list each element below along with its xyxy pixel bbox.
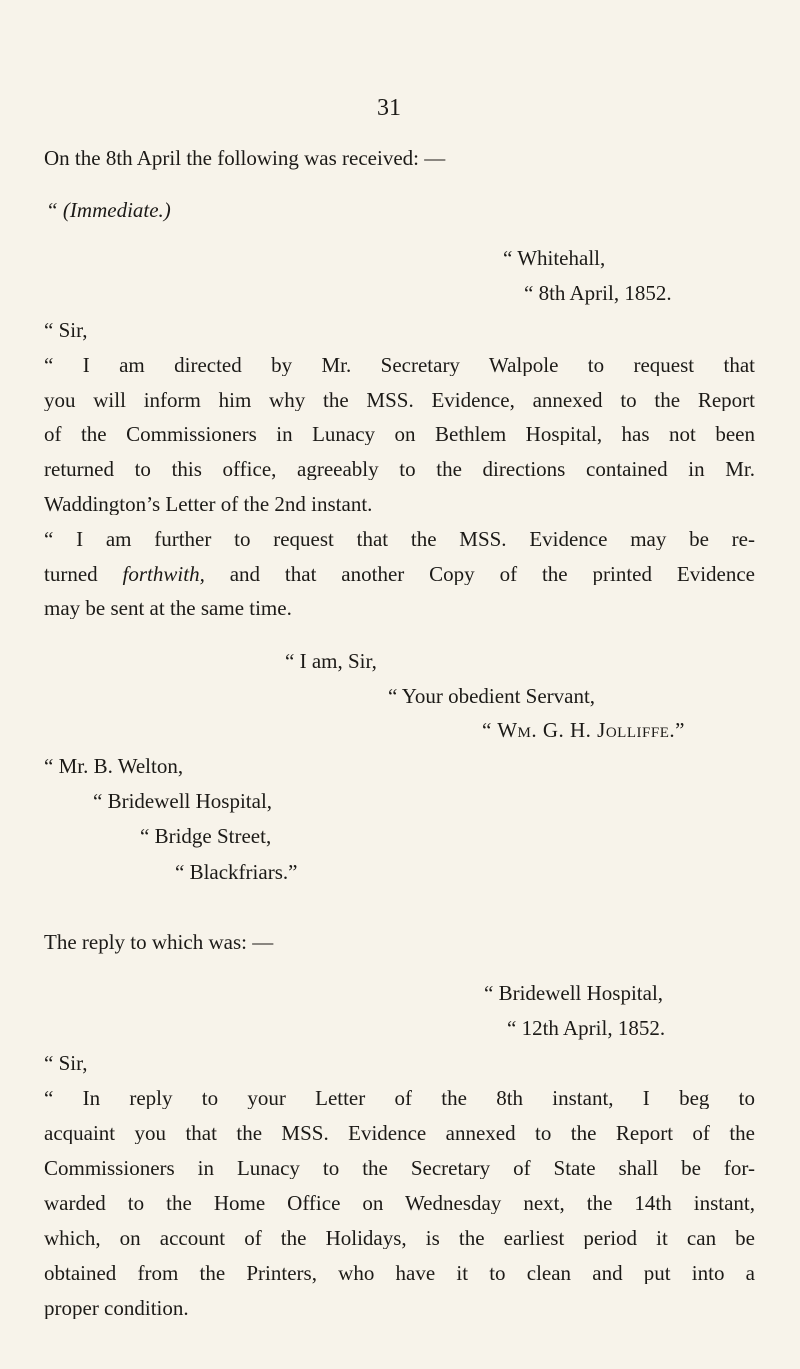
letter2-salutation: “ Sir, — [44, 1051, 88, 1075]
address-line: “ Mr. B. Welton, — [44, 754, 184, 778]
letter1-signature: “ Wm. G. H. Jolliffe.” — [482, 718, 685, 742]
reply-intro: The reply to which was: — — [44, 930, 274, 954]
letter2-line: proper condition. — [44, 1298, 189, 1319]
letter1-line: may be sent at the same time. — [44, 598, 292, 619]
letter2-date: “ 12th April, 1852. — [507, 1016, 666, 1040]
letter2-line: “ In reply to your Letter of the 8th instant, I beg to — [44, 1088, 755, 1109]
letter2-place: “ Bridewell Hospital, — [484, 981, 664, 1005]
letter2-line: Commissioners in Lunacy to the Secretary of State shall be for- — [44, 1158, 755, 1179]
letter1-line: you will inform him why the MSS. Evidence, annexed to the Report — [44, 390, 755, 411]
letter1-salutation: “ Sir, — [44, 318, 88, 342]
letter1-line: returned to this office, agreeably to the directions contained in Mr. — [44, 459, 755, 480]
letter1-line: “ I am directed by Mr. Secretary Walpole to request that — [44, 355, 755, 376]
letter2-line: obtained from the Printers, who have it to clean and put into a — [44, 1263, 755, 1284]
page-number: 31 — [377, 95, 401, 121]
letter1-line: of the Commissioners in Lunacy on Bethlem Hospital, has not been — [44, 424, 755, 445]
letter1-closing: “ Your obedient Servant, — [388, 684, 596, 708]
letter1-closing: “ I am, Sir, — [285, 649, 377, 673]
address-line: “ Bridge Street, — [140, 824, 272, 848]
letter2-line: warded to the Home Office on Wednesday next, the 14th instant, — [44, 1193, 755, 1214]
letter2-line: which, on account of the Holidays, is the earliest period it can be — [44, 1228, 755, 1249]
letter1-place: “ Whitehall, — [503, 246, 606, 270]
letter1-date: “ 8th April, 1852. — [524, 281, 672, 305]
letter1-line-forthwith — [44, 564, 755, 585]
forthwith-italic: forthwith, — [122, 564, 205, 585]
letter1-line: Waddington’s Letter of the 2nd instant. — [44, 494, 373, 515]
address-line: “ Bridewell Hospital, — [93, 789, 273, 813]
immediate-marker: “ (Immediate.) — [46, 198, 171, 222]
line-text: and that another Copy of the printed Evidence — [204, 564, 755, 585]
line-text: turned — [44, 564, 123, 585]
address-line: “ Blackfriars.” — [175, 860, 298, 884]
letter1-line: “ I am further to request that the MSS. Evidence may be re- — [44, 529, 755, 550]
intro-line: On the 8th April the following was received: — — [44, 146, 446, 170]
letter2-line: acquaint you that the MSS. Evidence annexed to the Report of the — [44, 1123, 755, 1144]
